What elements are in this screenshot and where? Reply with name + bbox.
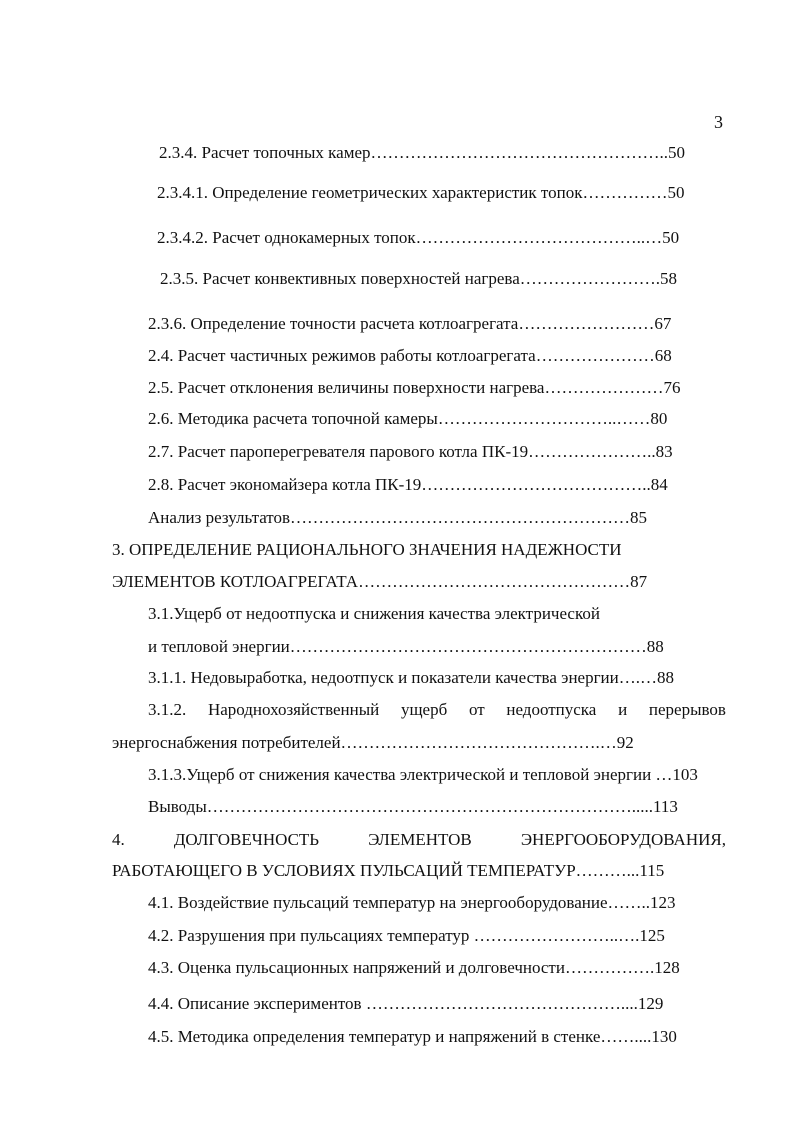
- toc-word: недоотпуска: [506, 700, 597, 719]
- toc-entry-2-6: 2.6. Методика расчета топочной камеры…………………………..……80: [148, 409, 668, 428]
- toc-entry-3-1-2: [148, 699, 726, 721]
- toc-entry-4-5: 4.5. Методика определения температур и напряжений в стенке……....130: [148, 1027, 677, 1046]
- toc-entry-2-7: 2.7. Расчет пароперегревателя парового котла ПК-19…………………..83: [148, 442, 673, 461]
- toc-word: Народнохозяйственный: [207, 700, 380, 719]
- toc-word: от: [468, 700, 485, 719]
- toc-entry-2-3-4: 2.3.4. Расчет топочных камер……………………………………………..50: [159, 143, 686, 162]
- toc-entry-2-8: 2.8. Расчет экономайзера котла ПК-19…………………………………..84: [148, 475, 668, 494]
- toc-entry-analysis: Анализ результатов……………………………………………………85: [148, 508, 648, 527]
- toc-chapter-3-title: 3. ОПРЕДЕЛЕНИЕ РАЦИОНАЛЬНОГО ЗНАЧЕНИЯ НАДЕЖНОСТИ: [112, 540, 622, 559]
- toc-chapter-4-title: [112, 829, 726, 851]
- toc-word: перерывов: [648, 700, 726, 719]
- toc-entry-3-1-cont: и тепловой энергии………………………………………………………88: [148, 637, 664, 656]
- toc-word: ЭНЕРГООБОРУДОВАНИЯ,: [520, 830, 726, 849]
- toc-entry-conclusions: Выводы………………………………………………………………….....113: [148, 797, 678, 816]
- toc-word: ДОЛГОВЕЧНОСТЬ: [173, 830, 320, 849]
- toc-word: 3.1.2.: [148, 700, 187, 719]
- toc-entry-2-5: 2.5. Расчет отклонения величины поверхности нагрева…………………76: [148, 378, 681, 397]
- toc-entry-3-1: 3.1.Ущерб от недоотпуска и снижения качества электрической: [148, 604, 600, 623]
- toc-word: и: [618, 700, 628, 719]
- toc-entry-2-3-6: 2.3.6. Определение точности расчета котлоагрегата……………………67: [148, 314, 672, 333]
- toc-entry-3-1-2-cont: энергоснабжения потребителей……………………………………….…92: [112, 733, 634, 752]
- toc-entry-4-2: 4.2. Разрушения при пульсациях температур ……………………..….125: [148, 926, 665, 945]
- toc-entry-2-3-5: 2.3.5. Расчет конвективных поверхностей нагрева…………………….58: [160, 269, 678, 288]
- toc-word: 4.: [112, 830, 125, 849]
- page-number: 3: [714, 112, 723, 132]
- toc-entry-4-1: 4.1. Воздействие пульсаций температур на энергооборудование……..123: [148, 893, 676, 912]
- toc-entry-2-4: 2.4. Расчет частичных режимов работы котлоагрегата…………………68: [148, 346, 672, 365]
- toc-chapter-3-title-cont: ЭЛЕМЕНТОВ КОТЛОАГРЕГАТА…………………………………………87: [112, 572, 648, 591]
- toc-entry-3-1-1: 3.1.1. Недовыработка, недоотпуск и показатели качества энергии….…88: [148, 668, 675, 687]
- toc-word: ущерб: [400, 700, 448, 719]
- toc-entry-4-3: 4.3. Оценка пульсационных напряжений и долговечности…………….128: [148, 958, 680, 977]
- toc-word: ЭЛЕМЕНТОВ: [368, 830, 472, 849]
- toc-chapter-4-title-cont: РАБОТАЮЩЕГО В УСЛОВИЯХ ПУЛЬСАЦИЙ ТЕМПЕРАТУР………...115: [112, 861, 665, 880]
- toc-entry-4-4: 4.4. Описание экспериментов ………………………………………....129: [148, 994, 664, 1013]
- toc-entry-3-1-3: 3.1.3.Ущерб от снижения качества электрической и тепловой энергии …103: [148, 765, 698, 784]
- toc-entry-2-3-4-2: 2.3.4.2. Расчет однокамерных топок…………………………………..…50: [157, 228, 680, 247]
- toc-entry-2-3-4-1: 2.3.4.1. Определение геометрических характеристик топок……………50: [157, 183, 685, 202]
